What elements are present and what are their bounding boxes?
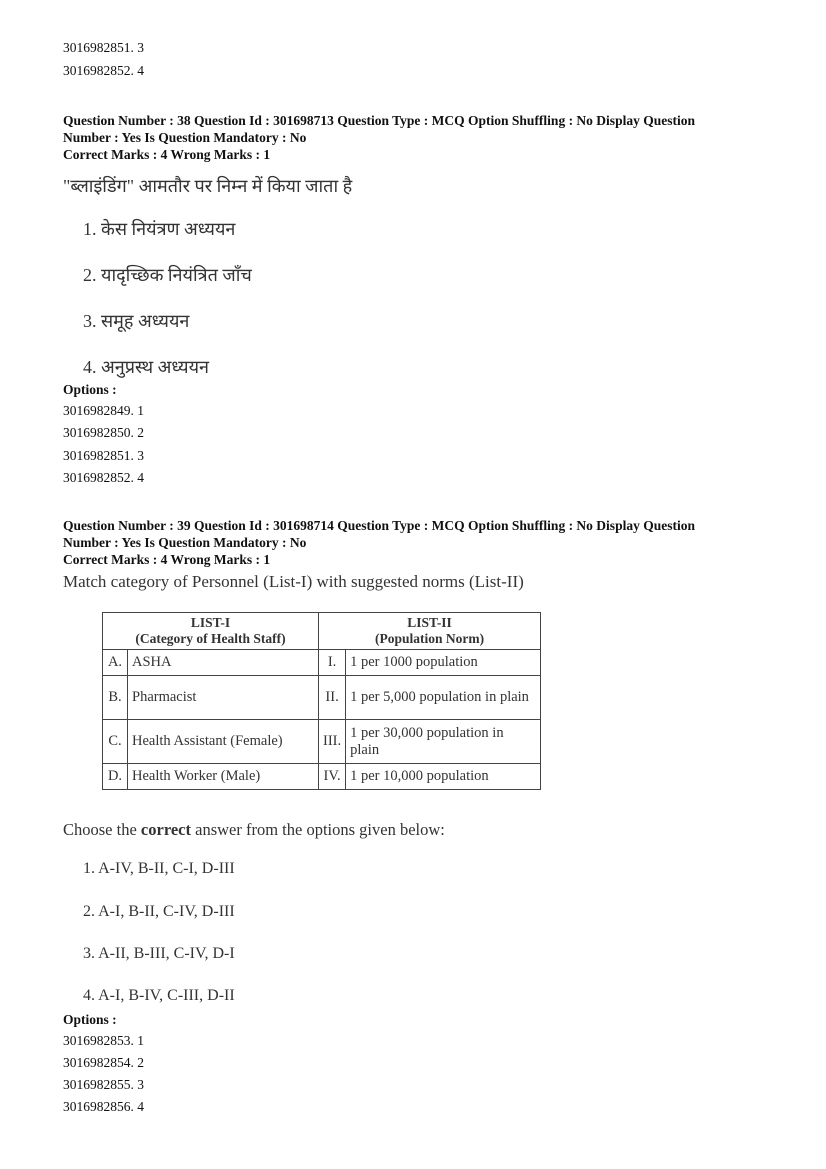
q38-meta-line2: Number : Yes Is Question Mandatory : No [63, 130, 307, 145]
q39-marks: Correct Marks : 4 Wrong Marks : 1 [63, 552, 271, 567]
q38-meta [63, 112, 763, 163]
table-row [103, 650, 541, 676]
q38-options-label: Options : [63, 382, 117, 397]
list1-item: Pharmacist [128, 676, 319, 720]
row-label: B. [103, 676, 128, 720]
q38-question-text: "ब्लाइंडिंग" आमतौर पर निम्न में किया जाता है [63, 176, 353, 196]
list1-item: ASHA [128, 650, 319, 676]
q38-option-id: 3016982849. 1 [63, 403, 144, 418]
match-table-header [103, 613, 541, 650]
option-line: 3016982851. 3 [63, 40, 144, 55]
q38-marks: Correct Marks : 4 Wrong Marks : 1 [63, 147, 271, 162]
q38-option-id: 3016982851. 3 [63, 448, 144, 463]
list2-item: 1 per 30,000 population in plain [346, 720, 541, 764]
q39-choice-1: 1. A-IV, B-II, C-I, D-III [83, 860, 235, 877]
match-table [102, 612, 541, 790]
q38-choice-1: 1. केस नियंत्रण अध्ययन [83, 219, 236, 239]
q38-choice-2: 2. यादृच्छिक नियंत्रित जाँच [83, 265, 252, 285]
q38-option-id: 3016982850. 2 [63, 425, 144, 440]
q38-choice-4: 4. अनुप्रस्थ अध्ययन [83, 357, 210, 377]
row-label: C. [103, 720, 128, 764]
q39-option-id: 3016982853. 1 [63, 1033, 144, 1048]
table-row [103, 720, 541, 764]
list1-header: LIST-I (Category of Health Staff) [103, 613, 319, 650]
list2-item: 1 per 5,000 population in plain [346, 676, 541, 720]
row-label: I. [319, 650, 346, 676]
q39-option-id: 3016982854. 2 [63, 1055, 144, 1070]
row-label: III. [319, 720, 346, 764]
list2-item: 1 per 1000 population [346, 650, 541, 676]
row-label: D. [103, 764, 128, 790]
q39-option-id: 3016982855. 3 [63, 1077, 144, 1092]
row-label: IV. [319, 764, 346, 790]
table-row [103, 764, 541, 790]
option-line: 3016982852. 4 [63, 63, 144, 78]
table-row [103, 676, 541, 720]
q38-choice-3: 3. समूह अध्ययन [83, 311, 190, 331]
q39-choice-2: 2. A-I, B-II, C-IV, D-III [83, 903, 235, 920]
q38-option-id: 3016982852. 4 [63, 470, 144, 485]
q39-options-label: Options : [63, 1012, 117, 1027]
list2-header: LIST-II (Population Norm) [319, 613, 541, 650]
row-label: II. [319, 676, 346, 720]
list1-item: Health Worker (Male) [128, 764, 319, 790]
q39-choice-4: 4. A-I, B-IV, C-III, D-II [83, 987, 235, 1004]
q39-option-id: 3016982856. 4 [63, 1099, 144, 1114]
q39-meta-line2: Number : Yes Is Question Mandatory : No [63, 535, 307, 550]
q39-instruction: Choose the correct answer from the options given below: [63, 820, 445, 839]
q39-meta-line1: Question Number : 39 Question Id : 301698714 Question Type : MCQ Option Shuffling : No Display Question [63, 518, 695, 533]
list2-item: 1 per 10,000 population [346, 764, 541, 790]
row-label: A. [103, 650, 128, 676]
list1-item: Health Assistant (Female) [128, 720, 319, 764]
q39-meta [63, 517, 763, 568]
q39-question-text: Match category of Personnel (List-I) with suggested norms (List-II) [63, 572, 524, 591]
q38-meta-line1: Question Number : 38 Question Id : 301698713 Question Type : MCQ Option Shuffling : No Display Question [63, 113, 695, 128]
q39-choice-3: 3. A-II, B-III, C-IV, D-I [83, 945, 235, 962]
